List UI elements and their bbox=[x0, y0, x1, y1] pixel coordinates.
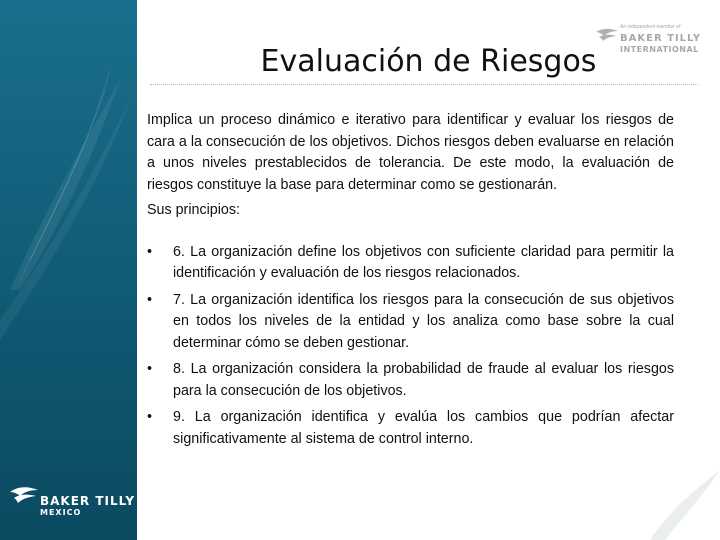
sidebar-logo-brand: BAKER TILLY bbox=[40, 494, 136, 508]
slide-title: Evaluación de Riesgos bbox=[260, 44, 597, 79]
bird-logo-icon bbox=[596, 28, 618, 44]
slide-body bbox=[147, 110, 674, 455]
principle-text: 8. La organización considera la probabilidad de fraude al evaluar los riesgos para la consecución de los objetivos. bbox=[173, 361, 674, 399]
bullet-mark: • bbox=[147, 291, 153, 308]
bullet-mark: • bbox=[147, 361, 153, 377]
corner-swoosh-graphic bbox=[640, 470, 720, 540]
list-item bbox=[147, 242, 674, 285]
sidebar-logo-region: MEXICO bbox=[40, 508, 82, 517]
principle-text: 7. La organización identifica los riesgos para la consecución de sus objetivos en todos los niveles de la entidad y los analiza como base sobre la cual determinar cómo se deben gestionar. bbox=[173, 291, 674, 351]
principles-label: Sus principios: bbox=[147, 202, 240, 218]
top-logo-network: INTERNATIONAL bbox=[620, 45, 699, 54]
bullet-mark: • bbox=[147, 409, 153, 425]
principles-list bbox=[147, 242, 674, 451]
principle-text: 6. La organización define los objetivos con suficiente claridad para permitir la identificación y evaluación de los riesgos relacionados. bbox=[173, 243, 674, 281]
list-item bbox=[147, 359, 674, 402]
title-divider bbox=[150, 84, 698, 85]
sidebar-panel bbox=[0, 0, 137, 540]
feather-swoosh-graphic bbox=[0, 60, 137, 360]
intro-paragraph: Implica un proceso dinámico e iterativo para identificar y evaluar los riesgos de cara a la consecución de los objetivos. Dichos riesgos deben evaluarse en relación a unos niveles prestablecidos de tolerancia. De este modo, la evaluación de riesgos constituye la base para determinar como se gestionarán. bbox=[147, 112, 674, 193]
top-logo-brand: BAKER TILLY bbox=[620, 33, 702, 44]
principle-text: 9. La organización identifica y evalúa los cambios que podrían afectar significativamente al sistema de control interno. bbox=[173, 409, 674, 447]
bird-logo-icon bbox=[10, 486, 38, 508]
list-item bbox=[147, 290, 674, 355]
top-logo-tagline: An independent member of bbox=[620, 24, 681, 30]
bullet-mark: • bbox=[147, 243, 153, 260]
list-item bbox=[147, 407, 674, 450]
